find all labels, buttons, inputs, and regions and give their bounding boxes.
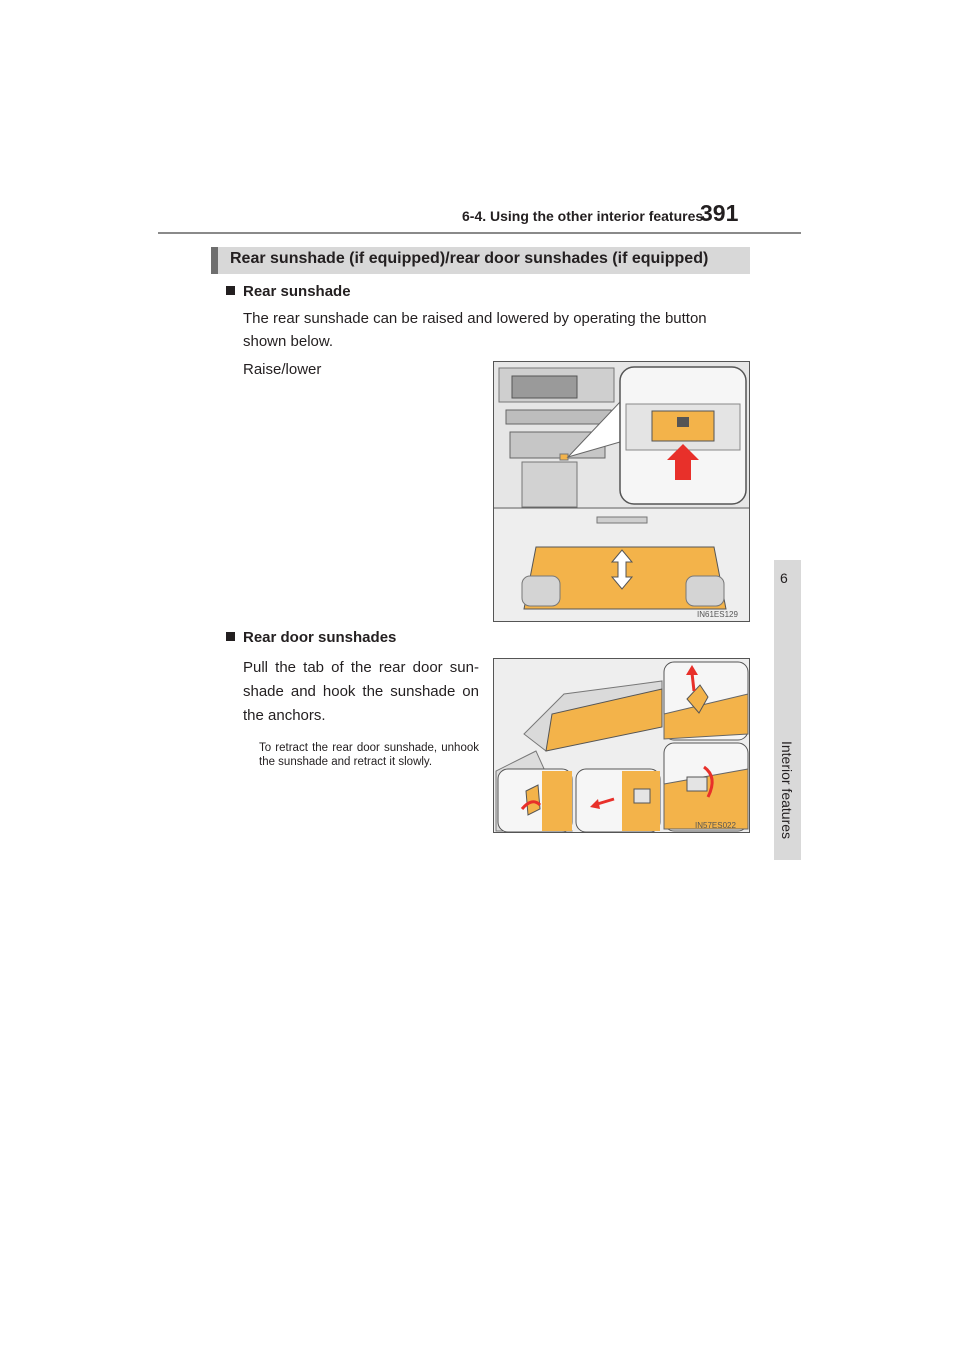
square-bullet-icon: [226, 286, 235, 295]
rear-door-figure-code: IN57ES022: [695, 821, 736, 830]
raise-lower-label: Raise/lower: [243, 361, 322, 378]
chapter-number: 6: [780, 570, 788, 586]
running-header-section: 6-4. Using the other interior features: [462, 208, 704, 224]
section-title: Rear sunshade (if equipped)/rear door sunshades (if equipped): [230, 250, 709, 267]
rear-sunshade-heading: Rear sunshade: [226, 283, 351, 300]
rear-sunshade-figure-code: IN61ES129: [697, 610, 738, 619]
rear-door-sunshades-illustration: [493, 658, 750, 833]
square-bullet-icon: [226, 632, 235, 641]
header-rule: [158, 232, 801, 234]
rear-sunshade-illustration: [493, 361, 750, 622]
rear-door-sunshades-description: Pull the tab of the rear door sun-shade and hook the sunshade on the anchors.: [243, 659, 479, 724]
rear-door-sunshades-heading: Rear door sunshades: [226, 629, 396, 646]
chapter-title: Interior features: [779, 740, 795, 840]
retract-note: To retract the rear door sunshade, unhook the sunshade and retract it slowly.: [259, 742, 479, 768]
page-number: 391: [700, 200, 739, 226]
rear-sunshade-description: The rear sunshade can be raised and lowered by operating the button shown below.: [243, 310, 707, 350]
section-heading-bar: [211, 247, 750, 274]
